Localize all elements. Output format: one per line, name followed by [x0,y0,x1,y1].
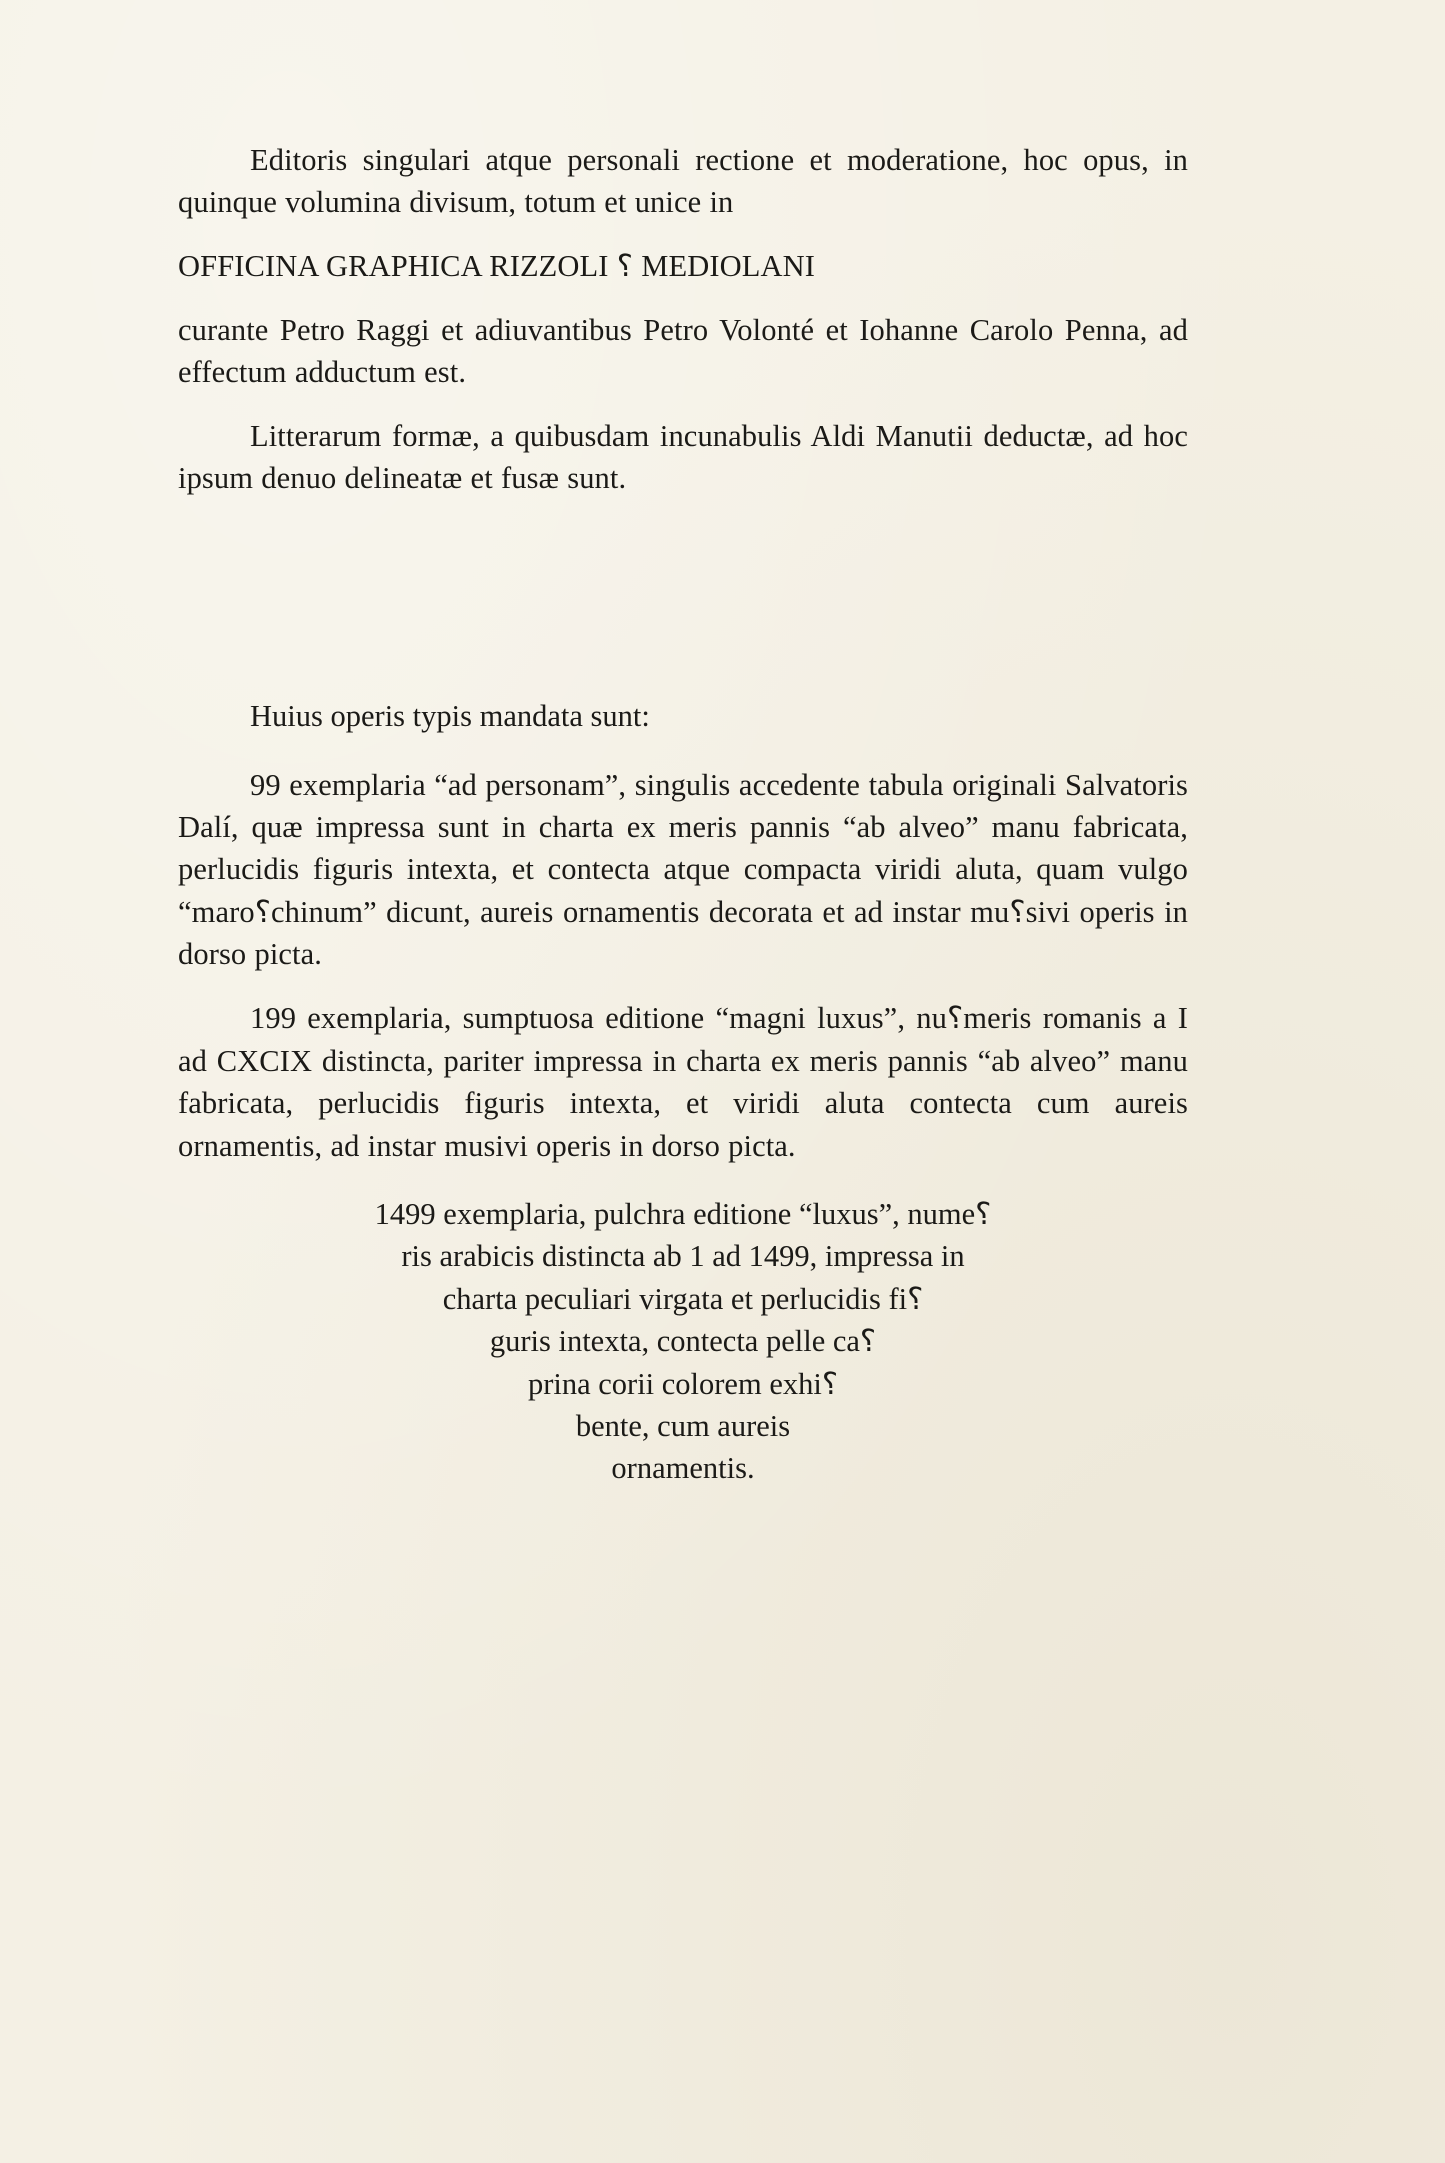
edition-paragraph-99: 99 exemplaria “ad personam”, singulis accedente tabula originali Salvatoris Dalí, quæ impressa sunt in charta ex meris pannis “ab alveo” manu fabricata, perlucidis figuris intexta, et contecta atque compacta viridi aluta, quam vulgo “maro⸮chinum” dicunt, aureis ornamentis decorata et ad instar mu⸮sivi operis in dorso picta. [178,767,1188,972]
funnel-line-2: ris arabicis distincta ab 1 ad 1499, impressa in [401,1239,965,1274]
imprint-paragraph-credits: curante Petro Raggi et adiuvantibus Petro Volonté et Iohanne Carolo Penna, ad effectum adductum est. [178,312,1188,389]
edition-paragraph-199: 199 exemplaria, sumptuosa editione “magni luxus”, nu⸮meris romanis a I ad CXCIX distincta, pariter impressa in charta ex meris pannis “ab alveo” manu fabricata, perlucidis figuris intexta, et viridi aluta contecta cum aureis ornamentis, ad instar musivi operis in dorso picta. [178,1001,1188,1163]
funnel-line-7: ornamentis. [611,1451,755,1486]
funnel-line-5: prina corii colorem exhi⸮ [527,1366,839,1401]
typeface-note-paragraph: Litterarum formæ, a quibusdam incunabulis Aldi Manutii deductæ, ad hoc ipsum denuo delineatæ et fusæ sunt. [178,418,1188,495]
edition-paragraph-1499 [178,1193,1188,1490]
edition-note-heading: Huius operis typis mandata sunt: [250,698,650,733]
funnel-line-6: bente, cum aureis [575,1408,791,1443]
funnel-line-4: guris intexta, contecta pelle ca⸮ [489,1324,877,1359]
imprint-block [178,140,1188,500]
section-spacer [178,500,1188,696]
funnel-line-1: 1499 exemplaria, pulchra editione “luxus”, nume⸮ [374,1197,992,1232]
colophon-text-block [178,140,1188,1490]
imprint-paragraph-intro: Editoris singulari atque personali rectione et moderatione, hoc opus, in quinque volumina divisum, totum et unice in [178,143,1188,219]
imprint-publisher-line: OFFICINA GRAPHICA RIZZOLI ⸮ MEDIOLANI [178,248,815,283]
edition-note-block [178,696,1188,1490]
funnel-line-3: charta peculiari virgata et perlucidis fi⸮ [442,1281,924,1316]
